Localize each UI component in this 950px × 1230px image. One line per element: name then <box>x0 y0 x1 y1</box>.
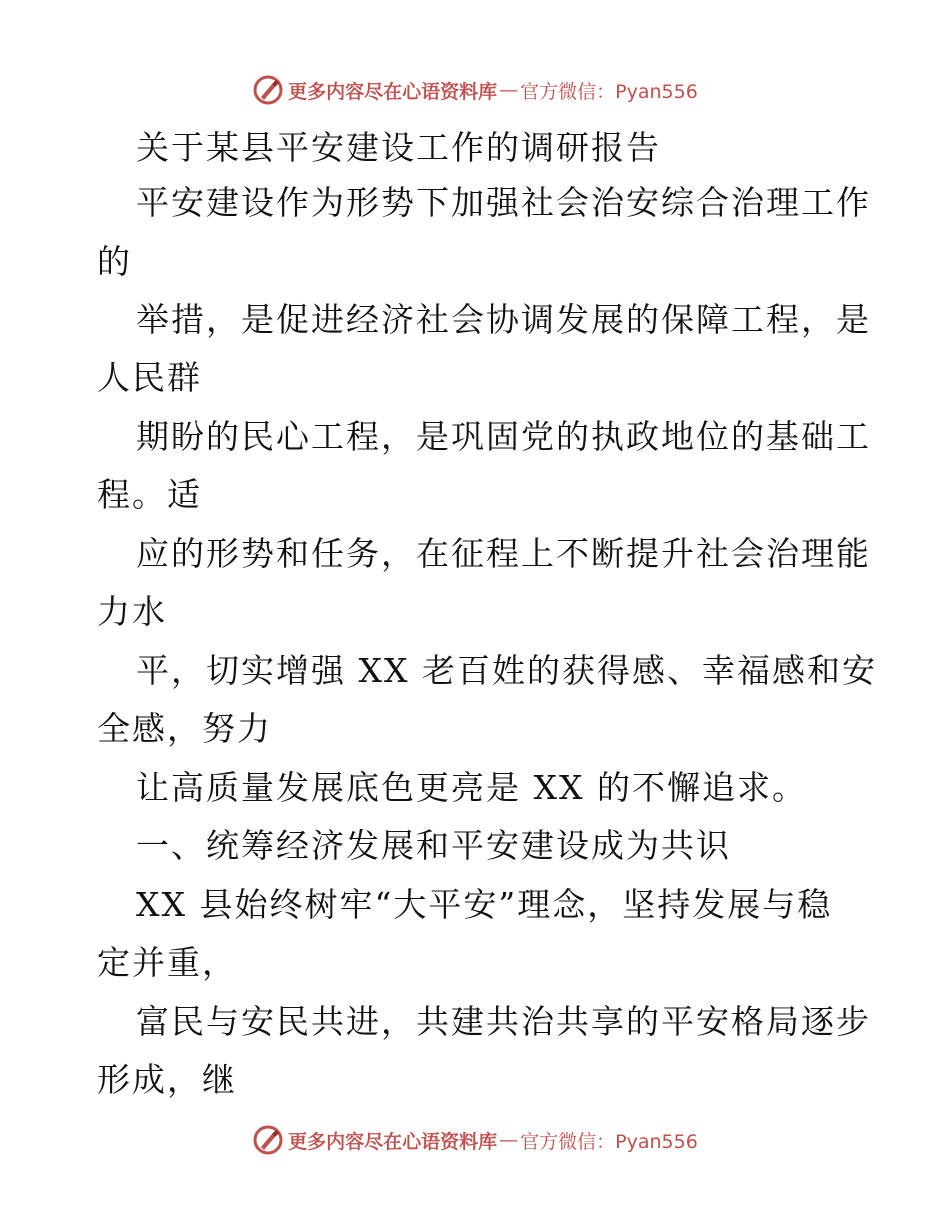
paragraph-line: 力水 <box>97 592 167 631</box>
banner-wechat: 官方微信：Pyan556 <box>520 80 698 103</box>
footer-banner <box>0 1120 950 1160</box>
paragraph-line: 形成，继 <box>97 1060 237 1099</box>
paragraph-line: 应的形势和任务，在征程上不断提升社会治理能 <box>136 534 871 573</box>
paragraph-line: 人民群 <box>97 358 202 397</box>
paragraph-line: 富民与安民共进，共建共治共享的平安格局逐步 <box>136 1002 871 1041</box>
paragraph-line: 全感，努力 <box>97 709 272 748</box>
paragraph-line: 的 <box>97 242 132 281</box>
pen-logo-icon <box>252 1124 284 1156</box>
banner-wechat: 官方微信：Pyan556 <box>520 1130 698 1153</box>
paragraph-line: 定并重， <box>97 943 237 982</box>
paragraph-line: XX 县始终树牢“大平安”理念，坚持发展与稳 <box>136 885 833 924</box>
paragraph-line: 举措，是促进经济社会协调发展的保障工程，是 <box>136 300 871 339</box>
document-title: 关于某县平安建设工作的调研报告 <box>136 128 661 167</box>
banner-text: 更多内容尽在心语资料库 <box>288 1130 498 1153</box>
banner-text: 更多内容尽在心语资料库 <box>288 80 498 103</box>
paragraph-line: 让高质量发展底色更亮是 XX 的不懈追求。 <box>136 768 807 807</box>
header-banner <box>0 70 950 110</box>
banner-dash: — <box>499 79 519 101</box>
paragraph-line: 程。适 <box>97 475 202 514</box>
paragraph-line: 平安建设作为形势下加强社会治安综合治理工作 <box>136 183 871 222</box>
paragraph-line: 平，切实增强 XX 老百姓的获得感、幸福感和安 <box>136 651 877 690</box>
banner-dash: — <box>499 1129 519 1151</box>
pen-logo-icon <box>252 74 284 106</box>
section-heading: 一、统筹经济发展和平安建设成为共识 <box>136 826 731 865</box>
paragraph-line: 期盼的民心工程，是巩固党的执政地位的基础工 <box>136 417 871 456</box>
